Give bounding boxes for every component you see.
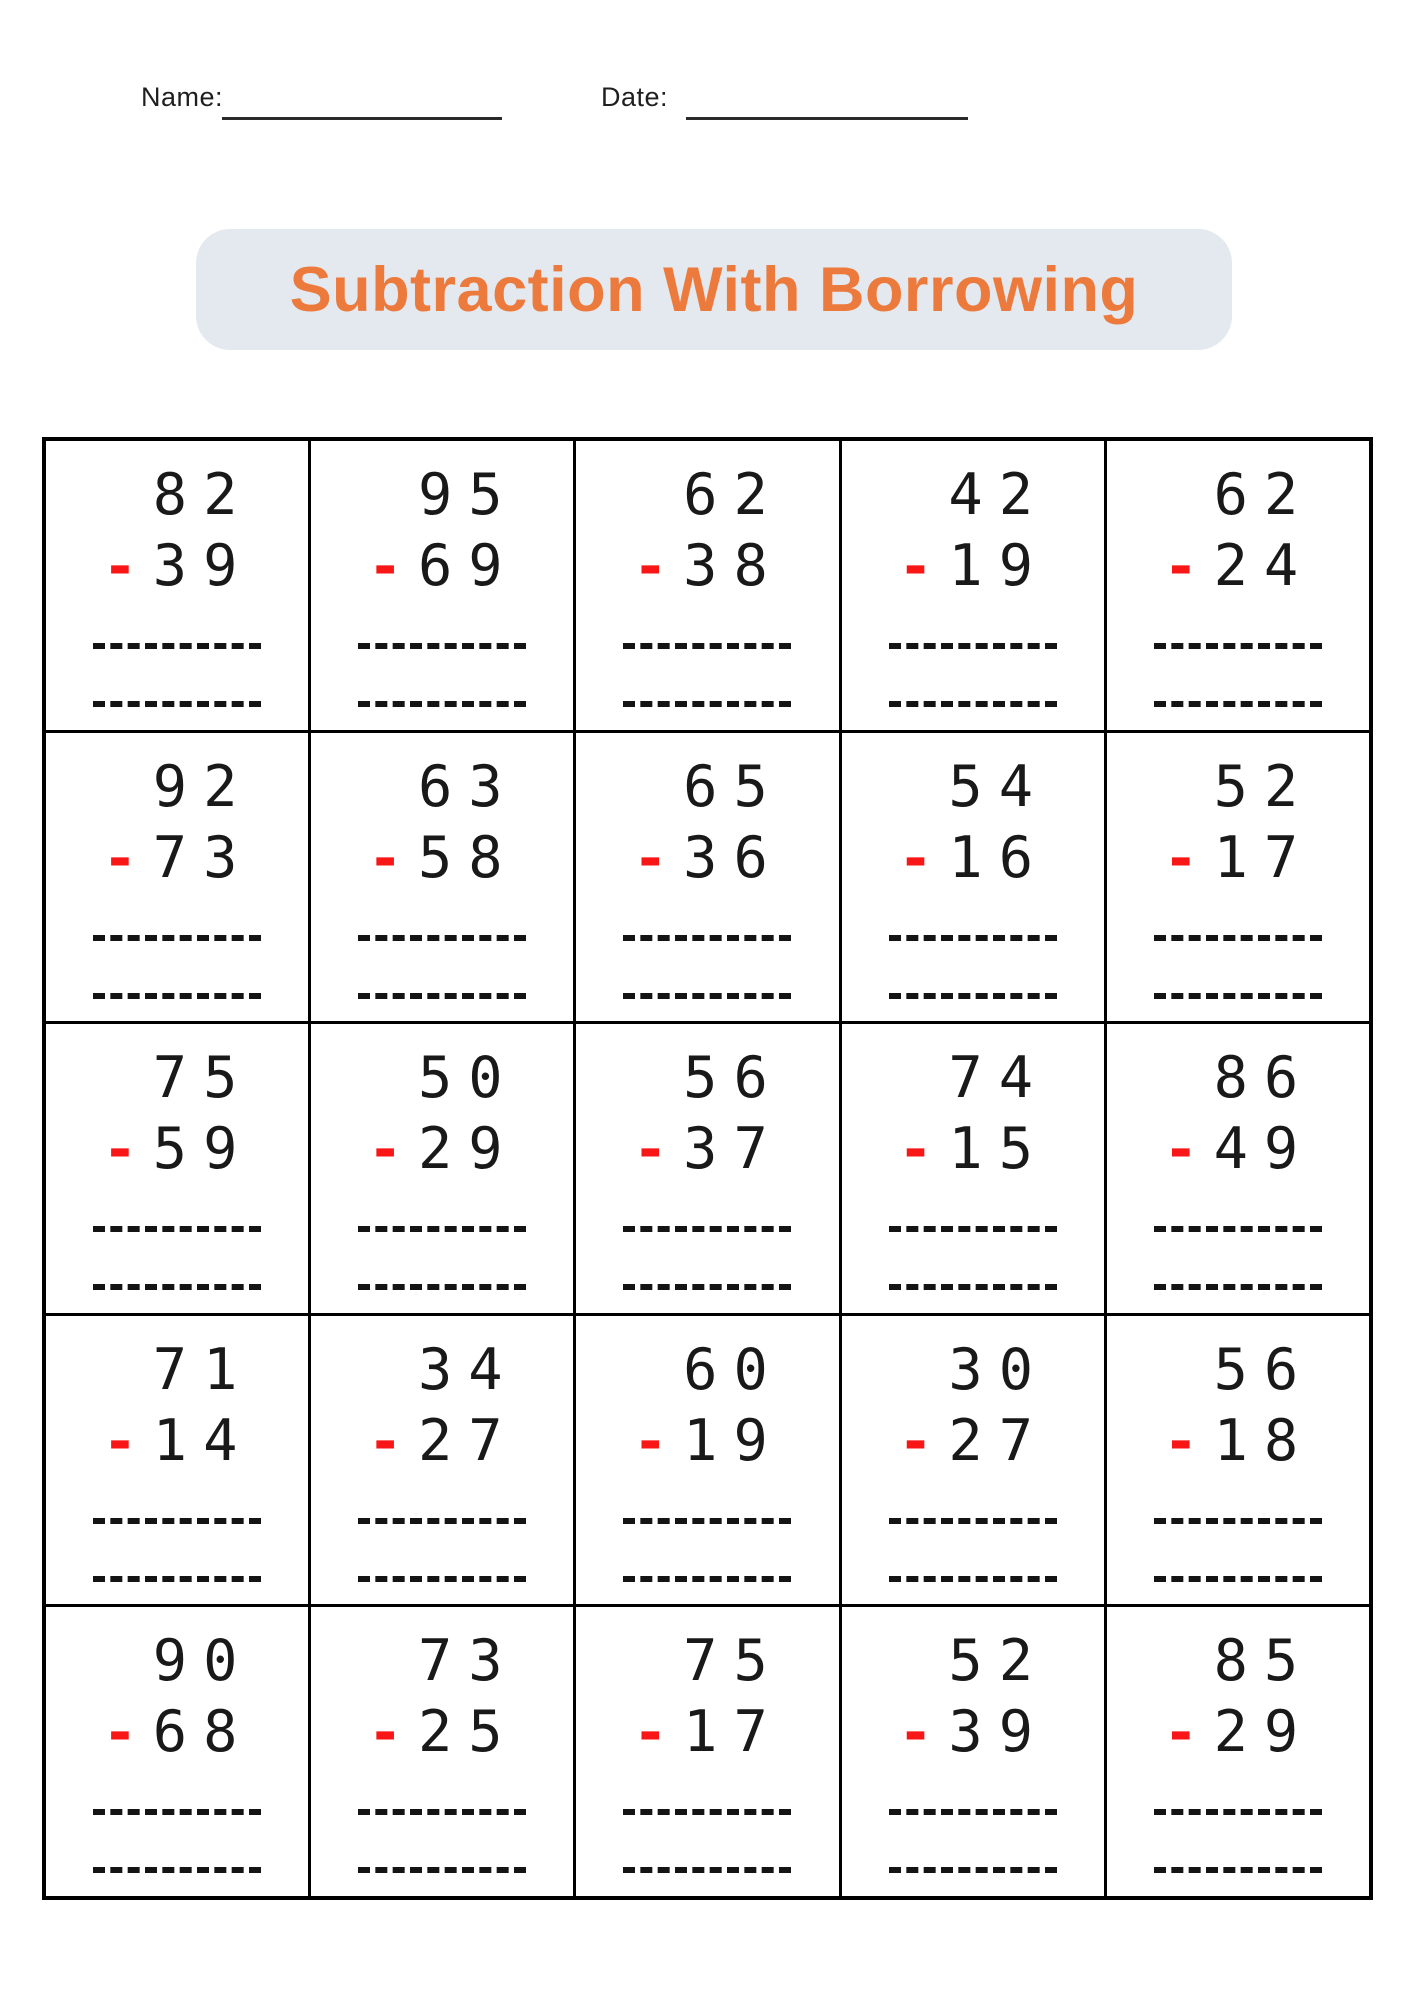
minuend: 62: [683, 462, 784, 528]
answer-line: [889, 701, 1057, 707]
answer-line: [623, 1576, 791, 1582]
problem-cell: [576, 441, 838, 730]
subtraction-row: [633, 1116, 784, 1184]
subtrahend: 17: [683, 1699, 784, 1766]
answer-line: [93, 1867, 261, 1873]
answer-line: [1154, 1576, 1322, 1582]
problem-cell: [576, 1024, 838, 1313]
name-blank-line: [222, 117, 502, 120]
answer-line: [358, 1284, 526, 1290]
subtraction-row: [367, 1116, 519, 1184]
minus-icon: -: [102, 1700, 138, 1767]
minus-icon: -: [102, 1408, 138, 1475]
answer-line: [889, 1867, 1057, 1873]
subtraction-row: [633, 824, 784, 892]
name-label: Name:: [141, 82, 224, 112]
problem-cell: [311, 733, 573, 1022]
subtrahend: 58: [417, 824, 519, 891]
minus-icon: -: [102, 534, 138, 600]
minuend: 86: [1213, 1045, 1315, 1112]
answer-line: [623, 643, 791, 649]
problem-cell: [842, 441, 1104, 730]
answer-line: [93, 935, 261, 941]
minuend: 42: [948, 462, 1050, 528]
minus-icon: -: [898, 1117, 933, 1184]
answer-line: [623, 1226, 791, 1232]
answer-line: [358, 1518, 526, 1524]
answer-line: [358, 1867, 526, 1873]
answer-line: [93, 1226, 261, 1232]
answer-line: [889, 993, 1057, 999]
answer-line: [889, 935, 1057, 941]
subtrahend: 37: [683, 1116, 784, 1183]
subtraction-row: [367, 1407, 519, 1475]
subtrahend: 27: [417, 1407, 519, 1474]
minus-icon: -: [1163, 825, 1198, 892]
problem-cell: [842, 1024, 1104, 1313]
subtraction-row: [367, 824, 519, 892]
minus-icon: -: [367, 534, 403, 600]
title-banner: [196, 229, 1232, 350]
answer-line: [623, 935, 791, 941]
subtraction-row: [1163, 1116, 1315, 1184]
subtrahend: 25: [417, 1699, 519, 1766]
subtraction-row: [367, 1699, 519, 1767]
minuend: 75: [683, 1628, 784, 1695]
minuend: 56: [1213, 1336, 1315, 1403]
minus-icon: -: [1163, 534, 1198, 600]
answer-line: [358, 935, 526, 941]
subtrahend: 16: [948, 824, 1050, 891]
answer-line: [889, 1284, 1057, 1290]
minuend: 73: [417, 1628, 519, 1695]
subtraction-row: [1163, 824, 1315, 892]
minuend: 90: [152, 1628, 254, 1695]
problem-cell: [46, 1607, 308, 1896]
minus-icon: -: [633, 1117, 668, 1184]
subtrahend: 39: [152, 533, 254, 599]
answer-line: [1154, 1809, 1322, 1815]
answer-line: [93, 1518, 261, 1524]
answer-line: [93, 993, 261, 999]
minuend: 54: [948, 753, 1050, 820]
subtraction-row: [102, 1699, 254, 1767]
subtrahend: 49: [1213, 1116, 1315, 1183]
subtrahend: 15: [948, 1116, 1050, 1183]
subtraction-row: [898, 533, 1050, 600]
subtraction-row: [102, 533, 254, 600]
subtrahend: 19: [683, 1407, 784, 1474]
minuend: 75: [152, 1045, 254, 1112]
answer-line: [358, 701, 526, 707]
answer-line: [1154, 1226, 1322, 1232]
problem-cell: [1107, 1607, 1369, 1896]
minus-icon: -: [367, 1117, 403, 1184]
subtraction-row: [102, 824, 254, 892]
minus-icon: -: [367, 825, 403, 892]
answer-line: [1154, 935, 1322, 941]
minuend: 65: [683, 753, 784, 820]
minus-icon: -: [633, 825, 668, 892]
minuend: 85: [1213, 1628, 1315, 1695]
minuend: 95: [417, 462, 519, 528]
problem-cell: [576, 733, 838, 1022]
minuend: 82: [152, 462, 254, 528]
answer-line: [358, 1576, 526, 1582]
minus-icon: -: [1163, 1700, 1198, 1767]
subtraction-row: [1163, 1407, 1315, 1475]
minuend: 71: [152, 1336, 254, 1403]
answer-line: [1154, 993, 1322, 999]
problem-cell: [311, 441, 573, 730]
answer-line: [623, 701, 791, 707]
minus-icon: -: [898, 1408, 933, 1475]
answer-line: [623, 1867, 791, 1873]
minuend: 63: [417, 753, 519, 820]
page-title: Subtraction With Borrowing: [289, 254, 1139, 325]
answer-line: [93, 1576, 261, 1582]
problem-cell: [1107, 733, 1369, 1022]
problem-cell: [311, 1024, 573, 1313]
answer-line: [93, 701, 261, 707]
minuend: 50: [417, 1045, 519, 1112]
subtrahend: 29: [417, 1116, 519, 1183]
minus-icon: -: [633, 1700, 668, 1767]
problem-cell: [842, 733, 1104, 1022]
answer-line: [1154, 643, 1322, 649]
problem-cell: [1107, 1024, 1369, 1313]
problem-cell: [311, 1607, 573, 1896]
minuend: 56: [683, 1045, 784, 1112]
subtraction-row: [898, 1116, 1050, 1184]
answer-line: [623, 993, 791, 999]
minus-icon: -: [633, 534, 668, 600]
subtrahend: 69: [417, 533, 519, 599]
answer-line: [358, 643, 526, 649]
subtrahend: 36: [683, 824, 784, 891]
problem-cell: [46, 1316, 308, 1605]
answer-line: [358, 993, 526, 999]
problem-cell: [46, 1024, 308, 1313]
subtraction-row: [633, 1699, 784, 1767]
answer-line: [358, 1226, 526, 1232]
answer-line: [1154, 1284, 1322, 1290]
problem-cell: [842, 1607, 1104, 1896]
problem-cell: [46, 441, 308, 730]
subtrahend: 19: [948, 533, 1050, 599]
problems-grid: [42, 437, 1373, 1900]
problem-cell: [46, 733, 308, 1022]
date-label: Date:: [601, 82, 669, 112]
problem-cell: [576, 1316, 838, 1605]
answer-line: [93, 1284, 261, 1290]
subtrahend: 29: [1213, 1699, 1315, 1766]
subtrahend: 38: [683, 533, 784, 599]
answer-line: [889, 1518, 1057, 1524]
minus-icon: -: [1163, 1408, 1198, 1475]
answer-line: [93, 1809, 261, 1815]
subtrahend: 14: [152, 1407, 254, 1474]
date-blank-line: [686, 117, 968, 120]
answer-line: [623, 1284, 791, 1290]
problem-cell: [1107, 441, 1369, 730]
subtrahend: 18: [1213, 1407, 1315, 1474]
subtraction-row: [367, 533, 519, 600]
subtrahend: 24: [1213, 533, 1315, 599]
minuend: 34: [417, 1336, 519, 1403]
minus-icon: -: [898, 825, 933, 892]
answer-line: [1154, 701, 1322, 707]
minus-icon: -: [898, 534, 933, 600]
subtraction-row: [898, 1407, 1050, 1475]
answer-line: [623, 1809, 791, 1815]
subtrahend: 27: [948, 1407, 1050, 1474]
subtraction-row: [898, 824, 1050, 892]
answer-line: [93, 643, 261, 649]
subtrahend: 39: [948, 1699, 1050, 1766]
answer-line: [889, 1809, 1057, 1815]
minus-icon: -: [1163, 1117, 1198, 1184]
subtraction-row: [1163, 1699, 1315, 1767]
subtraction-row: [633, 533, 784, 600]
answer-line: [358, 1809, 526, 1815]
answer-line: [889, 1226, 1057, 1232]
subtraction-row: [633, 1407, 784, 1475]
problem-cell: [576, 1607, 838, 1896]
subtraction-row: [898, 1699, 1050, 1767]
minuend: 74: [948, 1045, 1050, 1112]
subtrahend: 59: [152, 1116, 254, 1183]
answer-line: [1154, 1867, 1322, 1873]
subtrahend: 68: [152, 1699, 254, 1766]
minuend: 62: [1213, 462, 1315, 528]
subtrahend: 17: [1213, 824, 1315, 891]
minuend: 92: [152, 753, 254, 820]
subtraction-row: [102, 1116, 254, 1184]
subtrahend: 73: [152, 824, 254, 891]
subtraction-row: [102, 1407, 254, 1475]
minuend: 30: [948, 1336, 1050, 1403]
problem-cell: [1107, 1316, 1369, 1605]
answer-line: [1154, 1518, 1322, 1524]
minuend: 52: [948, 1628, 1050, 1695]
problem-cell: [311, 1316, 573, 1605]
subtraction-row: [1163, 533, 1315, 600]
minus-icon: -: [102, 1117, 138, 1184]
minus-icon: -: [898, 1700, 933, 1767]
minus-icon: -: [367, 1408, 403, 1475]
minus-icon: -: [102, 825, 138, 892]
answer-line: [889, 643, 1057, 649]
problem-cell: [842, 1316, 1104, 1605]
answer-line: [889, 1576, 1057, 1582]
minuend: 60: [683, 1336, 784, 1403]
answer-line: [623, 1518, 791, 1524]
minus-icon: -: [367, 1700, 403, 1767]
minuend: 52: [1213, 753, 1315, 820]
minus-icon: -: [633, 1408, 668, 1475]
